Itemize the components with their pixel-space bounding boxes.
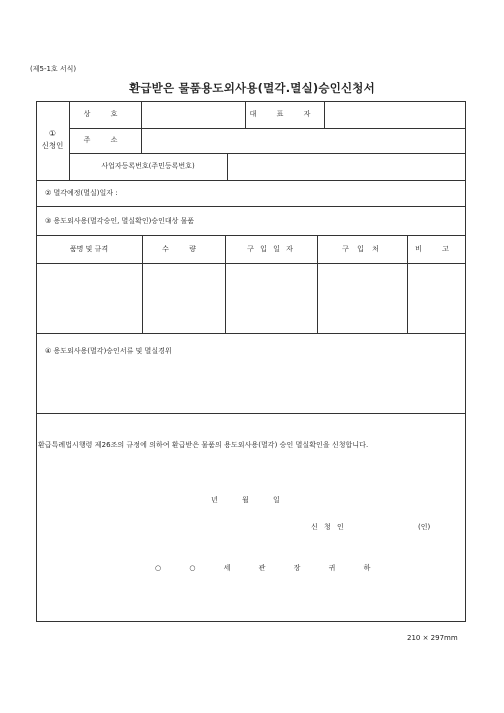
address-label: 주 소 [83,136,127,144]
target-goods-label: ③ 용도외사용(멸각승인, 멸실확인)승인대상 물품 [45,217,195,225]
goods-header-name: 품명 및 규격 [69,245,109,253]
representative-label: 대 표 자 [249,110,320,118]
declaration-text: 환급특례법시행령 제26조의 규정에 의하여 환급받은 물품의 용도외사용(멸각) 승인 멸실확인을 신청합니다. [38,441,369,449]
trade-name-field[interactable] [142,102,244,127]
goods-cell-name[interactable] [37,264,141,332]
scheduled-date-field[interactable] [150,182,465,205]
paper-size: 210 × 297mm [407,634,458,642]
applicant-section-number: ① [48,129,57,138]
goods-cell-supplier[interactable] [318,264,406,332]
goods-cell-remarks[interactable] [408,264,465,332]
reason-label: ④ 용도외사용(멸각)승인서류 및 멸실경위 [45,347,172,355]
page-title: 환급받은 물품용도외사용(멸각.멸실)승인신청서 [129,81,375,95]
goods-cell-quantity[interactable] [143,264,224,332]
seal-label: (인) [418,523,431,531]
goods-header-purchase-date: 구 입 일 자 [247,245,295,253]
address-field[interactable] [142,129,465,152]
scheduled-date-label: ② 멸각예정(멸실)일자 : [45,189,118,197]
goods-cell-purchase-date[interactable] [226,264,316,332]
trade-name-label: 상 호 [83,110,127,118]
goods-header-quantity: 수 량 [162,245,205,253]
representative-field[interactable] [325,102,465,127]
biz-reg-field[interactable] [228,154,465,179]
signer-label: 신 청 인 [311,523,346,531]
biz-reg-label: 사업자등록번호(주민등록번호) [101,162,195,170]
applicant-section-label: 신청인 [41,141,64,150]
reason-field[interactable] [37,360,465,412]
date-line: 년 월 일 [211,496,280,504]
goods-header-remarks: 비 고 [415,245,458,253]
goods-header-supplier: 구 입 처 [342,245,382,253]
addressee: ○ ○ 세 관 장 귀 하 [155,564,371,572]
form-number: (제5-1호 서식) [30,65,77,73]
